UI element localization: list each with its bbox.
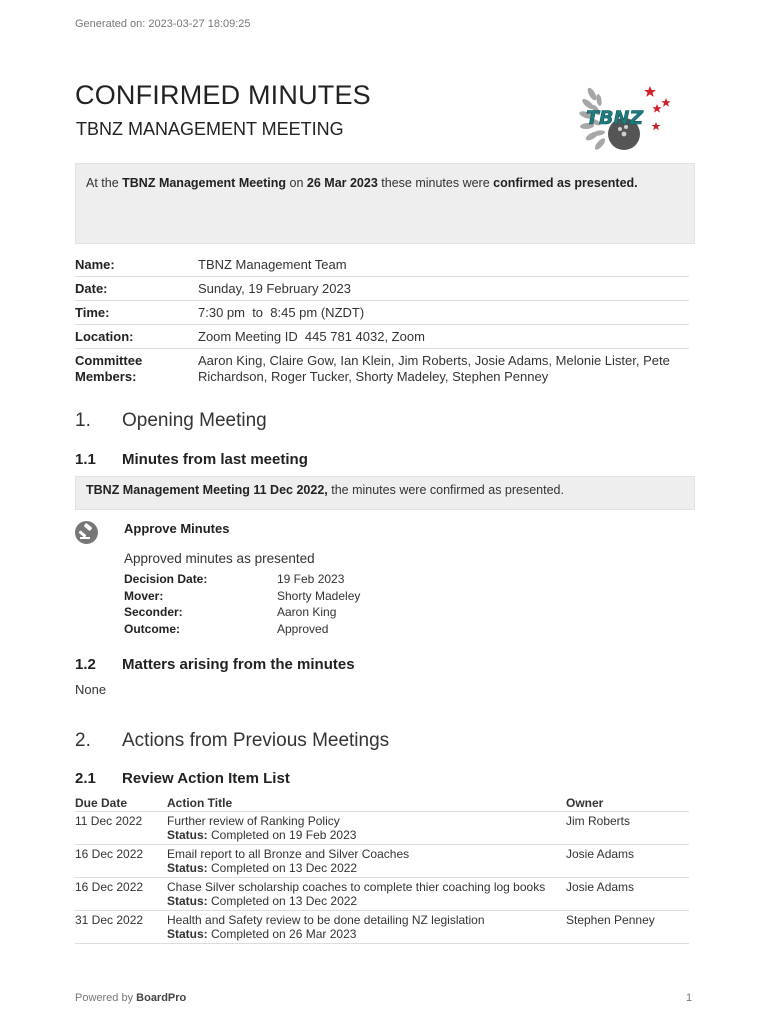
- decision-label: Outcome:: [124, 621, 181, 636]
- action-status: [167, 828, 566, 842]
- previous-minutes-note: [75, 476, 695, 510]
- action-owner: Josie Adams: [566, 847, 635, 861]
- decision-description: Approved minutes as presented: [124, 551, 315, 566]
- subsection-number: 1.2: [75, 656, 96, 673]
- footer-powered-by: [75, 992, 186, 1004]
- action-due-date: 11 Dec 2022: [75, 814, 143, 828]
- action-owner: Josie Adams: [566, 880, 635, 894]
- decision-label: Decision Date:: [124, 572, 208, 586]
- confirmation-prefix: At the: [86, 176, 123, 190]
- decision-value: Shorty Madeley: [277, 588, 361, 603]
- table-row: [75, 911, 689, 944]
- status-value: Completed on 26 Mar 2023: [207, 927, 357, 941]
- detail-row-date: [75, 277, 689, 301]
- previous-minutes-text: the minutes were confirmed as presented.: [327, 483, 564, 497]
- page-subtitle: TBNZ MANAGEMENT MEETING: [76, 119, 344, 139]
- detail-label: Committee Members:: [75, 353, 143, 384]
- table-row: [75, 845, 689, 878]
- confirmation-date: 26 Mar 2023: [306, 176, 378, 190]
- detail-label: Date:: [75, 281, 108, 296]
- status-label: Status:: [167, 828, 208, 842]
- decision-value: 19 Feb 2023: [277, 572, 345, 586]
- action-title-cell: [167, 847, 566, 875]
- action-items-table: [75, 796, 689, 944]
- detail-row-committee: [75, 349, 689, 388]
- decision-value: Aaron King: [277, 605, 337, 619]
- page-title: CONFIRMED MINUTES: [75, 80, 371, 110]
- subsection-title: Review Action Item List: [122, 770, 290, 787]
- section-number: 2.: [75, 730, 91, 751]
- status-label: Status:: [167, 894, 208, 908]
- action-status: [167, 927, 566, 941]
- previous-meeting-name: TBNZ Management Meeting 11 Dec 2022,: [86, 483, 328, 497]
- status-label: Status:: [167, 927, 208, 941]
- section-heading-opening: [75, 410, 267, 432]
- logo-text: TBNZ: [586, 107, 644, 129]
- status-value: Completed on 13 Dec 2022: [207, 894, 358, 908]
- section-number: 1.: [75, 410, 91, 431]
- action-due-date: 16 Dec 2022: [75, 880, 144, 894]
- action-status: [167, 894, 566, 908]
- action-title-cell: [167, 814, 566, 842]
- confirmation-middle: these minutes were: [377, 176, 494, 190]
- decision-value: Approved: [277, 621, 329, 636]
- decision-details: [124, 571, 360, 637]
- table-row: [75, 812, 689, 845]
- page-number: 1: [686, 992, 693, 1004]
- section-title: Opening Meeting: [122, 410, 267, 431]
- detail-label: Location:: [75, 329, 134, 344]
- action-due-date: 31 Dec 2022: [75, 913, 144, 927]
- confirmation-on: on: [286, 176, 307, 190]
- boardpro-brand: BoardPro: [136, 992, 187, 1004]
- decision-label: Mover:: [124, 588, 164, 603]
- confirmation-notice: [75, 163, 695, 244]
- tbnz-logo-icon: [578, 80, 674, 158]
- decision-row: [124, 604, 360, 621]
- table-row: [75, 878, 689, 911]
- detail-row-name: [75, 253, 689, 277]
- subsection-number: 1.1: [75, 451, 96, 468]
- decision-row: [124, 588, 360, 605]
- section-heading-actions: [75, 730, 389, 752]
- action-title: Email report to all Bronze and Silver Coaches: [167, 847, 410, 861]
- detail-value: TBNZ Management Team: [198, 257, 347, 272]
- column-header-action-title: Action Title: [167, 796, 233, 810]
- subsection-heading-minutes: [75, 451, 308, 468]
- detail-value: 7:30 pm to 8:45 pm (NZDT): [198, 305, 365, 320]
- decision-row: [124, 621, 360, 638]
- action-owner: Jim Roberts: [566, 814, 631, 828]
- action-owner: Stephen Penney: [566, 913, 655, 927]
- detail-value: Aaron King, Claire Gow, Ian Klein, Jim Roberts, Josie Adams, Melonie Lister, Pete Richardson, Roger Tucker, Shorty Madeley, Stephen Penney: [198, 353, 670, 384]
- status-value: Completed on 13 Dec 2022: [207, 861, 358, 875]
- action-title: Further review of Ranking Policy: [167, 814, 340, 828]
- detail-value: Sunday, 19 February 2023: [198, 281, 351, 296]
- detail-value: Zoom Meeting ID 445 781 4032, Zoom: [198, 329, 425, 344]
- table-header: [75, 796, 689, 812]
- subsection-title: Matters arising from the minutes: [122, 656, 355, 673]
- detail-label: Name:: [75, 257, 115, 272]
- detail-row-time: [75, 301, 689, 325]
- subsection-heading-action-items: [75, 770, 290, 787]
- action-status: [167, 861, 566, 875]
- decision-title: Approve Minutes: [124, 521, 230, 536]
- powered-by-text: Powered by: [75, 992, 137, 1004]
- detail-label: Time:: [75, 305, 110, 320]
- status-value: Completed on 19 Feb 2023: [207, 828, 357, 842]
- decision-row: [124, 571, 360, 588]
- subsection-title: Minutes from last meeting: [122, 451, 308, 468]
- decision-label: Seconder:: [124, 605, 183, 619]
- action-title-cell: [167, 913, 566, 941]
- subsection-heading-matters: [75, 656, 355, 673]
- gavel-icon: [75, 521, 98, 544]
- action-due-date: 16 Dec 2022: [75, 847, 144, 861]
- section-title: Actions from Previous Meetings: [122, 730, 390, 751]
- confirmation-meeting: TBNZ Management Meeting: [122, 176, 287, 190]
- column-header-due-date: Due Date: [75, 796, 128, 810]
- action-title: Chase Silver scholarship coaches to complete thier coaching log books: [167, 880, 546, 894]
- generated-timestamp: Generated on: 2023-03-27 18:09:25: [75, 18, 251, 30]
- matters-body: None: [75, 682, 107, 697]
- meeting-details: [75, 253, 689, 388]
- action-title: Health and Safety review to be done detailing NZ legislation: [167, 913, 485, 927]
- confirmation-status: confirmed as presented.: [493, 176, 638, 190]
- subsection-number: 2.1: [75, 770, 96, 787]
- status-label: Status:: [167, 861, 208, 875]
- column-header-owner: Owner: [566, 796, 604, 810]
- detail-row-location: [75, 325, 689, 349]
- action-title-cell: [167, 880, 566, 908]
